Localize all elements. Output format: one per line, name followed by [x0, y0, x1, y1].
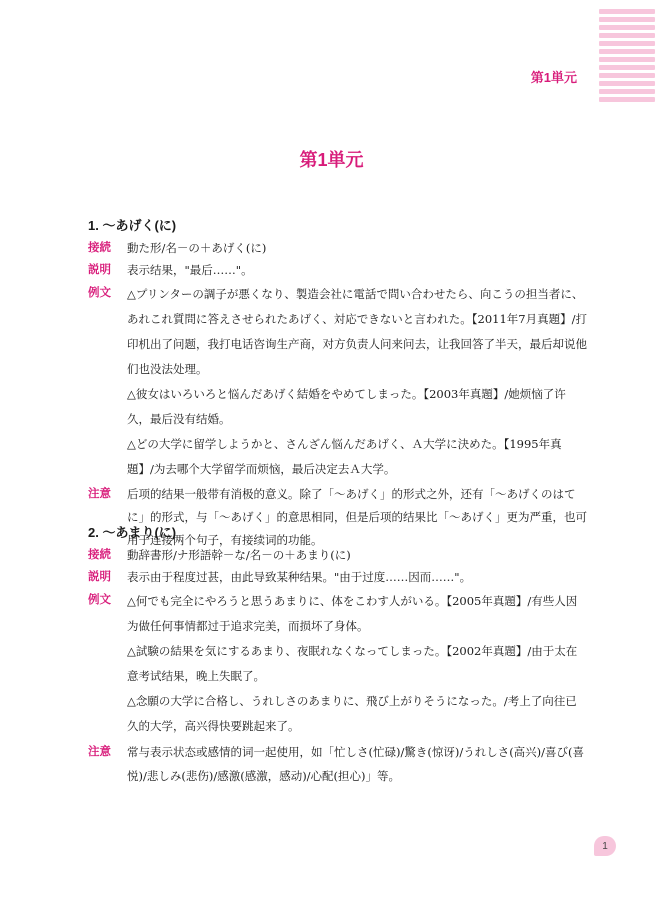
header-stripe	[599, 25, 655, 30]
connection-label: 接続	[88, 549, 111, 561]
note-label: 注意	[88, 746, 111, 758]
examples-label: 例文	[88, 287, 111, 299]
grammar-title: 1. ～あげく(に)	[88, 218, 177, 233]
explanation-text: 表示结果，"最后……"。	[127, 263, 253, 277]
header-stripe	[599, 41, 655, 46]
connection-row	[88, 544, 588, 566]
header-stripe	[599, 49, 655, 54]
connection-text: 動た形/名－の＋あげく(に)	[127, 241, 267, 255]
header-stripes	[599, 9, 655, 105]
note-text: 常与表示状态或感情的词一起使用，如「忙しさ(忙碌)/驚き(惊讶)/うれしさ(高兴)/喜び(喜悦)/悲しみ(悲伤)/感激(感激，感动)/心配(担心)」等。	[127, 745, 585, 783]
explanation-row	[88, 566, 588, 588]
note-text: 后项的结果一般带有消极的意义。除了「～あげく」的形式之外，还有「～あげくのはてに」的形式，与「～あげく」的意思相同，但是后项的结果比「～あげく」更为严重，也可用于连接两个句子，有接续词的功能。	[127, 487, 587, 547]
header-stripe	[599, 17, 655, 22]
header-stripe	[599, 81, 655, 86]
grammar-title: 2. ～あまり(に)	[88, 525, 177, 540]
page-number: 1	[602, 840, 608, 852]
running-header-unit: 第1単元	[530, 70, 577, 85]
header-stripe	[599, 9, 655, 14]
header-stripe	[599, 65, 655, 70]
note-label: 注意	[88, 488, 111, 500]
example-sentence: △どの大学に留学しようかと、さんざん悩んだあげく、Ａ大学に決めた。【1995年真題】/为去哪个大学留学而烦恼，最后决定去Ａ大学。	[127, 437, 562, 476]
explanation-label: 説明	[88, 571, 111, 583]
note-row	[88, 740, 588, 788]
connection-label: 接続	[88, 242, 111, 254]
explanation-text: 表示由于程度过甚，由此导致某种结果。"由于过度……因而……"。	[127, 570, 472, 584]
example-sentence: △彼女はいろいろと悩んだあげく結婚をやめてしまった。【2003年真題】/她烦恼了许久，最后没有结婚。	[127, 387, 566, 426]
examples-row	[88, 282, 588, 482]
page-title: 第1単元	[299, 150, 364, 170]
grammar-section	[88, 215, 588, 552]
page-number-tab	[594, 836, 616, 856]
example-sentence: △プリンターの調子が悪くなり、製造会社に電話で問い合わせたら、向こうの担当者に、あれこれ質問に答えさせられたあげく、対応できないと言われた。【2011年7月真題】/打印机出了问题，我打电话咨询生产商，对方负责人问来问去，让我回答了半天，最后却说他们也没法处理。	[127, 287, 587, 376]
explanation-label: 説明	[88, 264, 111, 276]
header-stripe	[599, 73, 655, 78]
example-sentence: △試験の結果を気にするあまり、夜眠れなくなってしまった。【2002年真題】/由于太在意考试结果，晚上失眠了。	[127, 644, 578, 683]
example-sentence: △何でも完全にやろうと思うあまりに、体をこわす人がいる。【2005年真題】/有些人因为做任何事情都过于追求完美，而损坏了身体。	[127, 594, 578, 633]
explanation-row	[88, 259, 588, 281]
header-stripe	[599, 57, 655, 62]
example-sentence: △念願の大学に合格し、うれしさのあまりに、飛び上がりそうになった。/考上了向往已久的大学，高兴得快要跳起来了。	[127, 694, 577, 733]
examples-row	[88, 589, 588, 739]
connection-text: 動辞書形/ナ形語幹－な/名－の＋あまり(に)	[127, 548, 351, 562]
grammar-section	[88, 522, 588, 788]
connection-row	[88, 237, 588, 259]
header-stripe	[599, 33, 655, 38]
header-stripe	[599, 97, 655, 102]
examples-label: 例文	[88, 594, 111, 606]
header-stripe	[599, 89, 655, 94]
